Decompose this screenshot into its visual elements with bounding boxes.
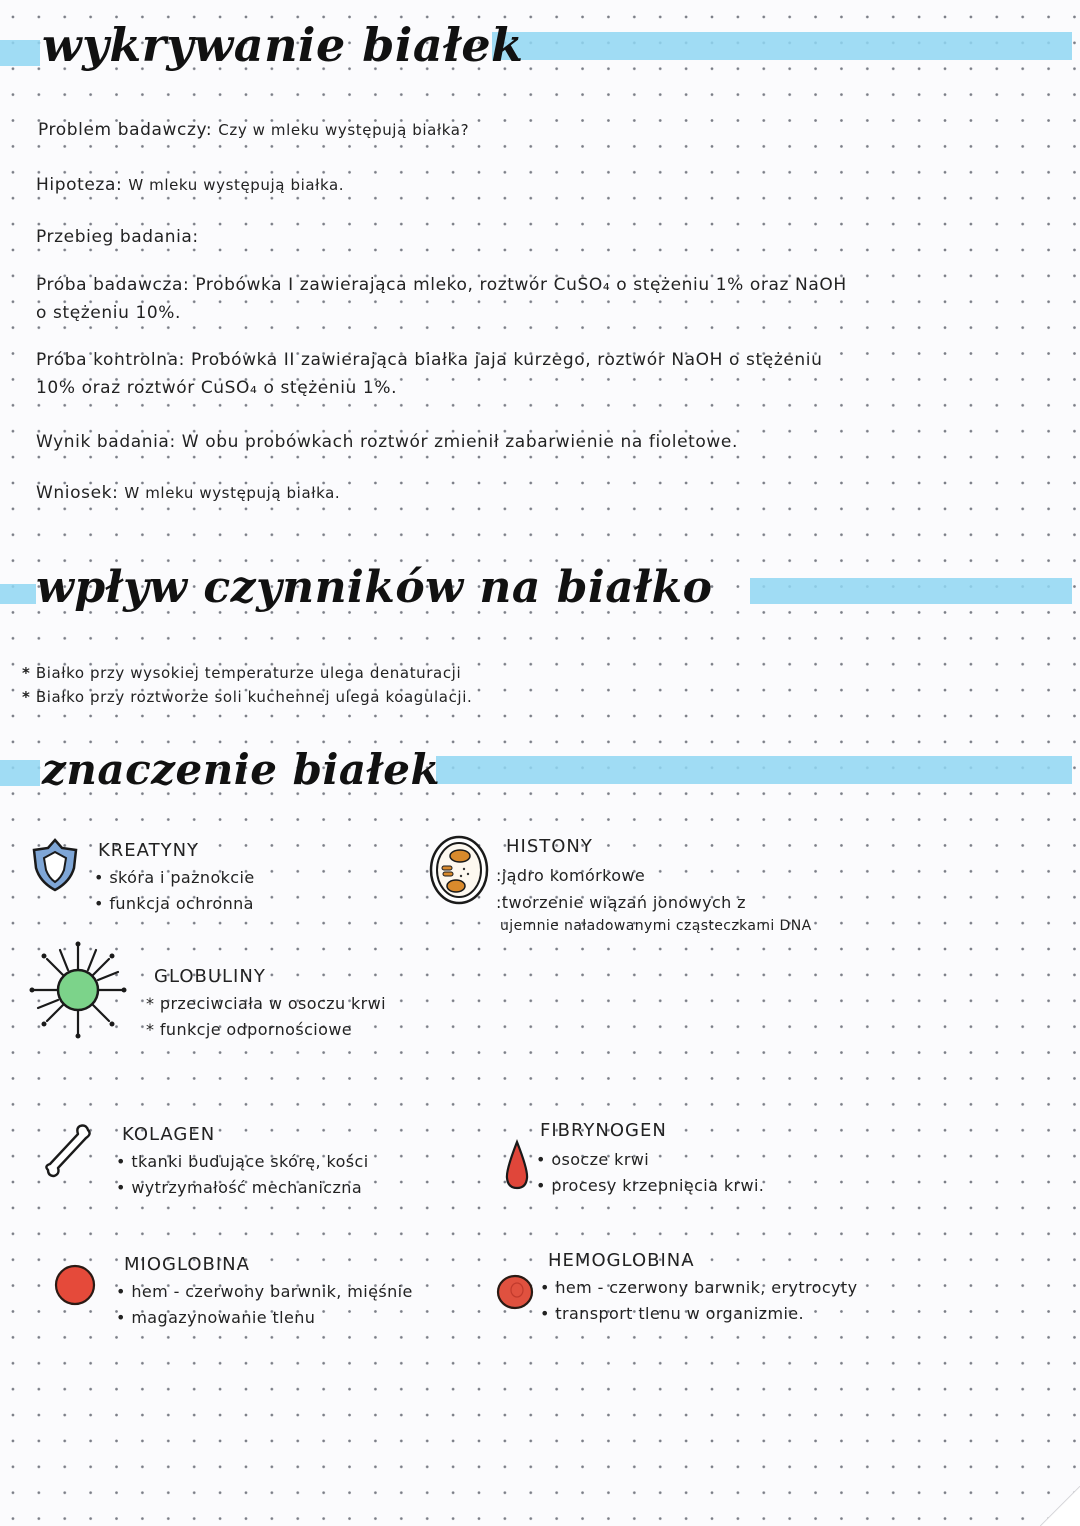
protein-point: • magazynowanie tlenu xyxy=(116,1308,316,1327)
red-blood-cell-icon xyxy=(496,1274,534,1310)
hypothesis-text: W mleku występują białka. xyxy=(128,176,345,194)
hypothesis-line xyxy=(36,175,344,195)
shield-icon xyxy=(30,838,80,892)
test-label: Próba badawcza: xyxy=(36,275,190,295)
procedure-label: Przebieg badania: xyxy=(36,227,199,247)
title-highlight-bar xyxy=(0,40,40,66)
page-fold-corner xyxy=(1040,1486,1080,1526)
protein-name: FIBRYNOGEN xyxy=(540,1120,667,1141)
conclusion-text: W mleku występują białka. xyxy=(124,484,341,502)
protein-point: :tworzenie wiązań jonowych z xyxy=(496,893,746,912)
protein-point: :jądro komórkowe xyxy=(496,866,646,885)
star-bullet-icon: * xyxy=(22,664,31,682)
factor-text: Białko przy roztworze soli kuchennej ulega koagulacji. xyxy=(35,688,473,706)
protein-name: KOLAGEN xyxy=(122,1124,216,1145)
test-line-1 xyxy=(36,275,847,295)
hypothesis-label: Hipoteza: xyxy=(36,175,123,195)
cell-nucleus-icon xyxy=(428,834,490,906)
protein-point: * przeciwciała w osoczu krwi xyxy=(146,994,386,1013)
protein-point: • funkcja ochronna xyxy=(94,894,254,913)
test-text: Probówka I zawierająca mleko, roztwór CuSO₄ o stężeniu 1% oraz NaOH xyxy=(195,275,847,295)
title-highlight-bar xyxy=(436,756,1072,784)
test-line-2: o stężeniu 10%. xyxy=(36,303,182,323)
protein-point: • tkanki budujące skórę, kości xyxy=(116,1152,369,1171)
problem-line xyxy=(38,120,469,140)
blood-drop-icon xyxy=(504,1140,530,1190)
protein-point: • skóra i paznokcie xyxy=(94,868,255,887)
protein-name: GLOBULINY xyxy=(154,966,266,987)
bone-icon xyxy=(44,1122,94,1178)
protein-point: • hem - czerwony barwnik, mięśnie xyxy=(116,1282,413,1301)
red-circle-icon xyxy=(54,1264,96,1306)
problem-text: Czy w mleku występują białka? xyxy=(218,121,470,139)
factor-item xyxy=(22,664,461,682)
section-title: znaczenie białek xyxy=(42,745,441,794)
title-highlight-bar xyxy=(0,760,40,786)
conclusion-line xyxy=(36,483,340,503)
problem-label: Problem badawczy: xyxy=(38,120,213,140)
section-title: wykrywanie białek xyxy=(42,18,524,72)
protein-point: • osocze krwi xyxy=(536,1150,650,1169)
conclusion-label: Wniosek: xyxy=(36,483,119,503)
protein-point: • procesy krzepnięcia krwi. xyxy=(536,1176,765,1195)
control-line-2: 10% oraz roztwór CuSO₄ o stężeniu 1%. xyxy=(36,378,398,398)
protein-name: MIOGLOBINA xyxy=(124,1254,250,1275)
control-line-1 xyxy=(36,350,822,370)
protein-name: KREATYNY xyxy=(98,840,200,861)
control-text: Probówka II zawierająca białka jaja kurzego, roztwór NaOH o stężeniu xyxy=(190,350,823,370)
result-text: W obu probówkach roztwór zmienił zabarwienie na fioletowe. xyxy=(181,432,738,452)
factor-text: Białko przy wysokiej temperaturze ulega denaturacji xyxy=(35,664,462,682)
virus-icon xyxy=(30,942,126,1038)
protein-name: HEMOGLOBINA xyxy=(548,1250,695,1271)
star-bullet-icon: * xyxy=(22,688,31,706)
factor-item xyxy=(22,688,472,706)
result-line xyxy=(36,432,738,452)
result-label: Wynik badania: xyxy=(36,432,176,452)
protein-name: HISTONY xyxy=(506,836,593,857)
title-highlight-bar xyxy=(492,32,1072,60)
control-label: Próba kontrolna: xyxy=(36,350,185,370)
section-title: wpływ czynników na białko xyxy=(36,562,713,613)
protein-point: • transport tlenu w organizmie. xyxy=(540,1304,805,1323)
protein-point: • hem - czerwony barwnik, erytrocyty xyxy=(540,1278,858,1297)
protein-point: ujemnie naładowanymi cząsteczkami DNA xyxy=(500,918,812,934)
title-highlight-bar xyxy=(750,578,1072,604)
title-highlight-bar xyxy=(0,584,36,604)
protein-point: • wytrzymałość mechaniczna xyxy=(116,1178,363,1197)
protein-point: * funkcje odpornościowe xyxy=(146,1020,353,1039)
